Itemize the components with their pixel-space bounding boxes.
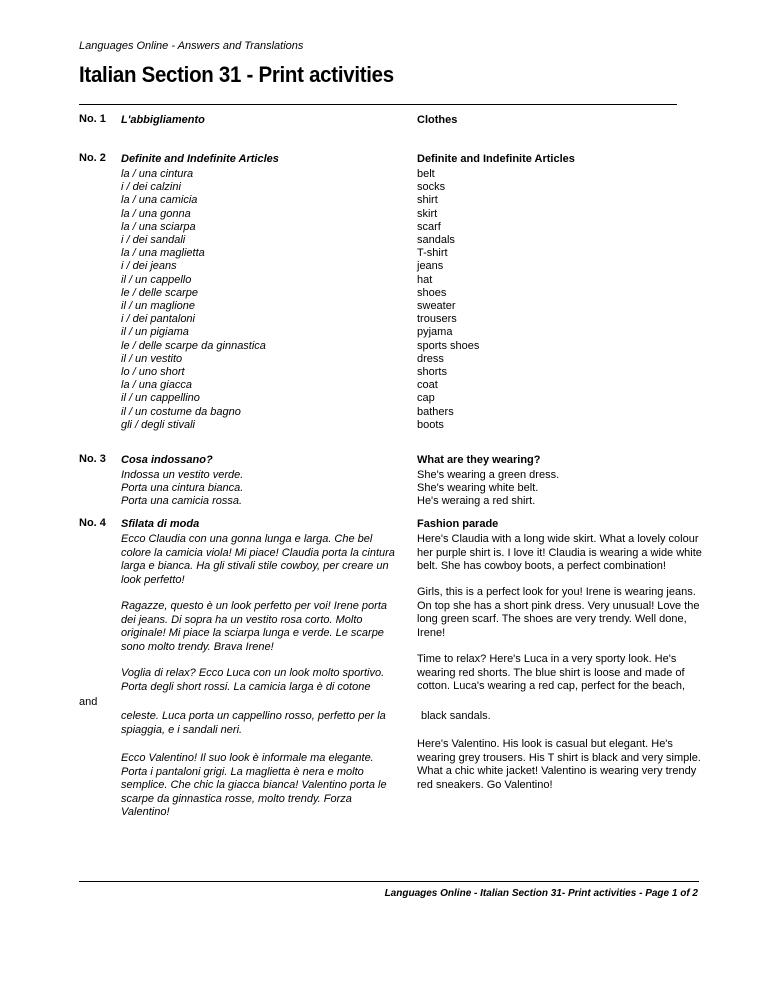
- list-item: la / una giacca: [121, 379, 192, 392]
- list-item: shirt: [417, 194, 438, 207]
- paragraph-italian: Voglia di relax? Ecco Luca con un look molto sportivo. Porta degli short rossi. La camicia larga è di cotone: [121, 667, 385, 693]
- list-item: i / dei sandali: [121, 234, 186, 247]
- paragraph-italian: celeste. Luca porta un cappellino rosso, perfetto per la spiaggia, e i sandali neri.: [121, 710, 386, 736]
- section-english-column: [417, 113, 702, 129]
- vocabulary-list-english: [417, 168, 702, 432]
- section-italian-column: [121, 517, 401, 533]
- list-item: skirt: [417, 207, 438, 220]
- section-heading-italian: Definite and Indefinite Articles: [121, 153, 279, 165]
- section-heading-english: Definite and Indefinite Articles: [417, 153, 575, 165]
- section-heading-italian: L'abbigliamento: [121, 114, 205, 126]
- list-item: il / un costume da bagno: [121, 405, 241, 418]
- section-number: No. 4: [79, 517, 106, 529]
- list-item: She's wearing white belt.: [417, 482, 539, 495]
- page-footer: Languages Online - Italian Section 31- Print activities - Page 1 of 2: [384, 888, 698, 899]
- section-heading-english: Fashion parade: [417, 518, 499, 530]
- list-item: i / dei pantaloni: [121, 313, 195, 326]
- section-number: No. 1: [79, 113, 106, 125]
- list-item: T-shirt: [417, 247, 448, 260]
- section-english-column: [417, 453, 702, 509]
- paragraph-english: black sandals.: [421, 710, 491, 722]
- list-item: socks: [417, 181, 446, 194]
- list-item: coat: [417, 379, 438, 392]
- list-item: belt: [417, 168, 435, 180]
- sentence-list-italian: [121, 469, 401, 509]
- section-italian-column: [121, 453, 401, 509]
- list-item: bathers: [417, 405, 454, 418]
- paragraph-english: Here's Valentino. His look is casual but elegant. He's wearing grey trousers. His T shirt is black and very simple. What a chic white jacket! Valentino is wearing very trendy red sneakers. Go Valentino!: [417, 738, 701, 791]
- paragraph-english: Here's Claudia with a long wide skirt. What a lovely colour her purple shirt is. I love it! Claudia is wearing a wide white belt. She has cowboy boots, a perfect combination!: [417, 533, 702, 572]
- header-note: Languages Online - Answers and Translations: [79, 40, 304, 52]
- section-heading-italian: Cosa indossano?: [121, 454, 213, 466]
- list-item: le / delle scarpe da ginnastica: [121, 339, 266, 352]
- list-item: i / dei jeans: [121, 260, 177, 273]
- list-item: la / una gonna: [121, 207, 191, 220]
- list-item: scarf: [417, 220, 441, 233]
- bottom-divider: [79, 881, 699, 882]
- section-italian-column: [121, 152, 401, 432]
- list-item: lo / uno short: [121, 366, 185, 379]
- section-italian-column: [121, 113, 401, 129]
- list-item: la / una sciarpa: [121, 220, 196, 233]
- paragraph-english: Time to relax? Here's Luca in a very sporty look. He's wearing red shorts. The blue shirt is loose and made of cotton. Luca's wearing a red cap, perfect for the beach,: [417, 653, 686, 692]
- page-title: Italian Section 31 - Print activities: [79, 62, 394, 87]
- list-item: Porta una camicia rossa.: [121, 495, 243, 508]
- list-item: il / un vestito: [121, 352, 183, 365]
- list-item: il / un cappello: [121, 273, 192, 286]
- list-item: pyjama: [417, 326, 453, 339]
- paragraph-italian: Ecco Valentino! Il suo look è informale ma elegante. Porta i pantaloni grigi. La maglietta è nera e molto semplice. Che chic la giacca bianca! Valentino porta le scarpe da ginnastica rosse, molto trendy. Forza Valentino!: [121, 752, 387, 818]
- paragraph-italian: Ecco Claudia con una gonna lunga e larga. Che bel colore la camicia viola! Mi piace! Claudia porta la cintura larga e bianca. Ha gli stivali stile cowboy, per creare un look perfetto!: [121, 533, 395, 586]
- paragraph-italian: Ragazze, questo è un look perfetto per voi! Irene porta dei jeans. Di sopra ha un vestito rosa corto. Molto originale! Mi piace la sciarpa lunga e verde. Le scarpe sono molto trendy. Brava Irene!: [121, 600, 387, 653]
- list-item: shorts: [417, 366, 447, 379]
- list-item: cap: [417, 392, 435, 405]
- list-item: sandals: [417, 234, 455, 247]
- section-heading-english: What are they wearing?: [417, 454, 541, 466]
- list-item: Porta una cintura bianca.: [121, 482, 244, 495]
- list-item: la / una cintura: [121, 168, 194, 180]
- list-item: trousers: [417, 313, 457, 326]
- list-item: Indossa un vestito verde.: [121, 469, 244, 481]
- list-item: sports shoes: [417, 339, 480, 352]
- list-item: He's weraing a red shirt.: [417, 495, 536, 508]
- list-item: il / un maglione: [121, 300, 195, 313]
- list-item: la / una camicia: [121, 194, 198, 207]
- list-item: i / dei calzini: [121, 181, 181, 194]
- and-label: and: [79, 696, 98, 708]
- section-english-column: [417, 517, 702, 533]
- section-number: No. 3: [79, 453, 106, 465]
- sentence-list-english: [417, 469, 702, 509]
- list-item: She's wearing a green dress.: [417, 469, 560, 481]
- section-heading-italian: Sfilata di moda: [121, 518, 200, 530]
- list-item: gli / degli stivali: [121, 418, 195, 431]
- paragraph-english: Girls, this is a perfect look for you! Irene is wearing jeans. On top she has a short pink dress. Very unusual! Love the long green scarf. The shoes are very trendy. Well done, Irene!: [417, 586, 700, 639]
- list-item: le / delle scarpe: [121, 286, 199, 299]
- list-item: dress: [417, 352, 444, 365]
- top-divider: [79, 104, 677, 105]
- list-item: la / una maglietta: [121, 247, 205, 260]
- list-item: boots: [417, 418, 444, 431]
- list-item: il / un pigiama: [121, 326, 189, 339]
- section-number: No. 2: [79, 152, 106, 164]
- list-item: hat: [417, 273, 433, 286]
- list-item: jeans: [417, 260, 444, 273]
- list-item: il / un cappellino: [121, 392, 200, 405]
- section-english-column: [417, 152, 702, 432]
- list-item: shoes: [417, 286, 447, 299]
- section-heading-english: Clothes: [417, 114, 458, 126]
- vocabulary-list-italian: [121, 168, 401, 432]
- list-item: sweater: [417, 300, 456, 313]
